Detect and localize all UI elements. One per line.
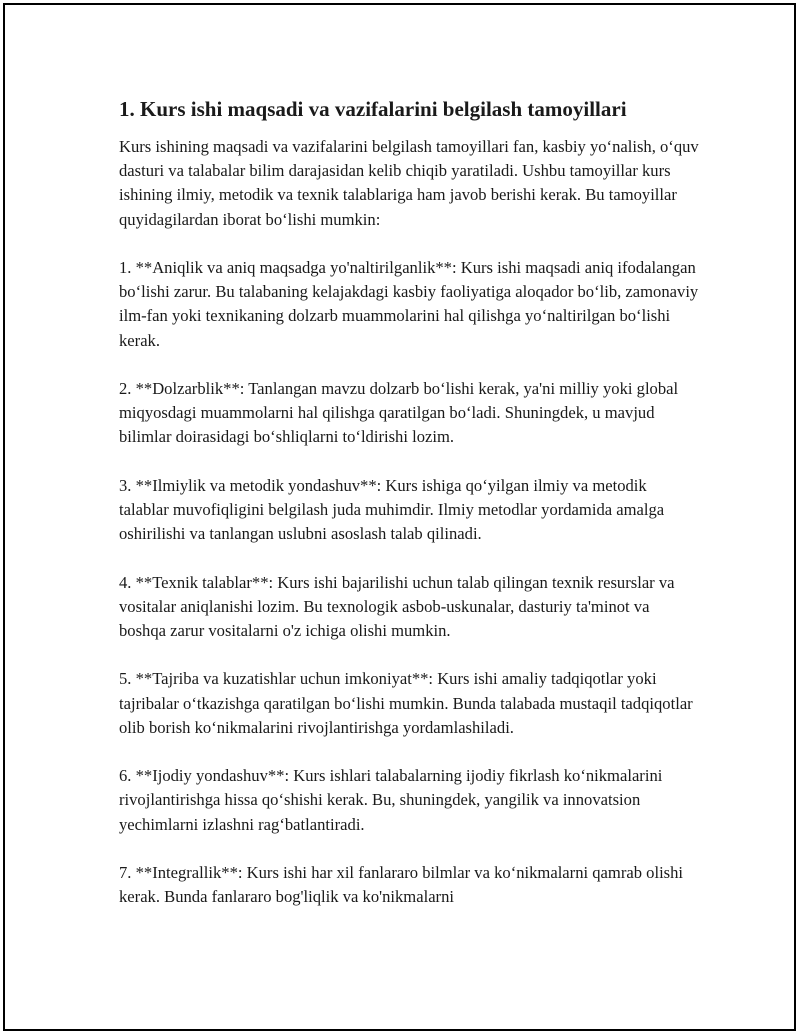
document-body [119, 95, 699, 934]
principle-1-paragraph: 1. **Aniqlik va aniq maqsadga yo'naltirilganlik**: Kurs ishi maqsadi aniq ifodalangan bo‘lishi zarur. Bu talabaning kelajakdagi kasbiy faoliyatiga aloqador bo‘lib, zamonaviy ilm-fan yoki texnikaning dolzarb muammolarini hal qilishga yo‘naltirilgan bo‘lishi kerak. [119, 258, 699, 350]
document-title: 1. Kurs ishi maqsadi va vazifalarini belgilash tamoyillari [119, 97, 627, 121]
principle-7-paragraph: 7. **Integrallik**: Kurs ishi har xil fanlararo bilmlar va ko‘nikmalarni qamrab olishi kerak. Bunda fanlararo bog'liqlik va ko'nikmalarni [119, 862, 684, 907]
intro-paragraph: Kurs ishining maqsadi va vazifalarini belgilash tamoyillari fan, kasbiy yo‘nalish, o‘quv dasturi va talabalar bilim darajasidan kelib chiqib yaratiladi. Ushbu tamoyillar kurs ishining ilmiy, metodik va texnik talablariga ham javob berishi kerak. Bu tamoyillar quyidagilardan iborat bo‘lishi mumkin: [119, 137, 699, 229]
principle-5-paragraph: 5. **Tajriba va kuzatishlar uchun imkoniyat**: Kurs ishi amaliy tadqiqotlar yoki tajribalar o‘tkazishga qaratilgan bo‘lishi mumkin. Bunda talabada mustaqil tadqiqotlar olib borish ko‘nikmalarini rivojlantirishga yordamlashiladi. [119, 669, 693, 737]
principle-4-paragraph: 4. **Texnik talablar**: Kurs ishi bajarilishi uchun talab qilingan texnik resurslar va vositalar aniqlanishi lozim. Bu texnologik asbob-uskunalar, dasturiy ta'minot va boshqa zarur vositalarni o'z ichiga olishi mumkin. [119, 572, 675, 640]
principle-2-paragraph: 2. **Dolzarblik**: Tanlangan mavzu dolzarb bo‘lishi kerak, ya'ni milliy yoki global miqyosdagi muammolarni hal qilishga qaratilgan bo‘ladi. Shuningdek, u mavjud bilimlar doirasidagi bo‘shliqlarni to‘ldirishi lozim. [119, 379, 679, 447]
principle-3-paragraph: 3. **Ilmiylik va metodik yondashuv**: Kurs ishiga qo‘yilgan ilmiy va metodik talablar muvofiqligini belgilash juda muhimdir. Ilmiy metodlar yordamida amalga oshirilishi va tanlangan uslubni asoslash talab qilinadi. [119, 475, 665, 544]
page-frame [3, 3, 796, 1031]
principle-6-paragraph: 6. **Ijodiy yondashuv**: Kurs ishlari talabalarning ijodiy fikrlash ko‘nikmalarini rivojlantirishga hissa qo‘shishi kerak. Bu, shuningdek, yangilik va innovatsion yechimlarni izlashni rag‘batlantiradi. [119, 766, 663, 834]
